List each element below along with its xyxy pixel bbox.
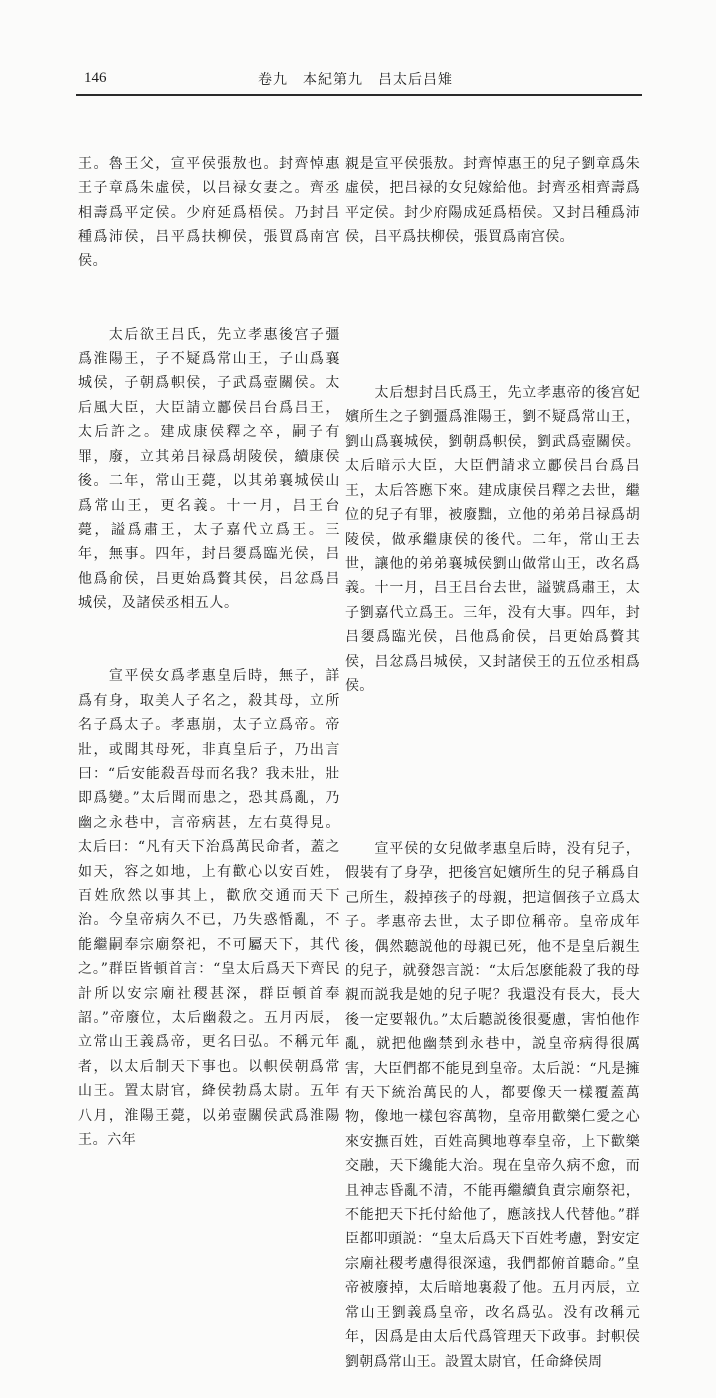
- paragraph-spacer: [345, 298, 640, 332]
- page-header: [0, 0, 716, 96]
- translation-paragraph-1: 親是宣平侯張敖。封齊悼惠王的兒子劉章爲朱虛侯，把吕禄的女兒嫁給他。封齊丞相齊壽爲平定侯。封少府陽成延爲梧侯。又封吕種爲沛侯，吕平爲扶柳侯，張買爲南宫侯。: [345, 155, 640, 246]
- page-number: 146: [84, 70, 107, 86]
- paragraph-spacer: [345, 747, 640, 788]
- running-title: 卷九 本紀第九 吕太后吕雉: [258, 72, 453, 88]
- classical-paragraph-1: 王。魯王父，宣平侯張敖也。封齊悼惠王子章爲朱虛侯，以吕禄女妻之。齊丞相壽爲平定侯。少府延爲梧侯。乃封吕種爲沛侯，吕平爲扶柳侯，張買爲南宫侯。: [78, 155, 340, 270]
- translation-text-column: [345, 103, 640, 1398]
- translation-paragraph-2: 太后想封吕氏爲王，先立孝惠帝的後宫妃嬪所生之子劉彊爲淮陽王，劉不疑爲常山王，劉山爲襄城侯，劉朝爲軹侯，劉武爲壺關侯。太后暗示大臣，大臣們請求立酈侯吕台爲吕王，太后答應下來。建成康侯吕釋之去世，繼位的兒子有罪，被廢黜，立他的弟弟吕禄爲胡陵侯，做承繼康侯的後代。二年，常山王去世，讓他的弟弟襄城侯劉山做常山王，改名爲義。十一月，吕王吕台去世，謚號爲肅王，太子劉嘉代立爲王。三年，没有大事。四年，封吕嬃爲臨光侯，吕他爲俞侯，吕更始爲贅其侯，吕忿爲吕城侯，又封諸侯王的五位丞相爲侯。: [345, 385, 640, 694]
- translation-paragraph-3: 宣平侯的女兒做孝惠皇后時，没有兒子，假裝有了身孕，把後宫妃嬪所生的兒子稱爲自己所生，殺掉孩子的母親，把這個孩子立爲太子。孝惠帝去世，太子即位稱帝。皇帝成年後，偶然聽説他的母親已死，他不是皇后親生的兒子，就發怨言説：“太后怎麽能殺了我的母親而説我是她的兒子呢？我還没有長大，長大後一定要報仇。”太后聽説後很憂慮，害怕他作亂，就把他幽禁到永巷中，説皇帝病得很厲害，大臣們都不能見到皇帝。太后説：“凡是擁有天下統治萬民的人，都要像天一樣覆蓋萬物，像地一樣包容萬物，皇帝用歡樂仁愛之心來安撫百姓，百姓高興地尊奉皇帝，上下歡樂交融，天下纔能大治。現在皇帝久病不愈，而且神志昏亂不清，不能再繼續負責宗廟祭祀，不能把天下托付給他了，應該找人代替他。”群臣都叩頭説：“皇太后爲天下百姓考慮，對安定宗廟社稷考慮得很深遠，我們都俯首聽命。”皇帝被廢掉，太后暗地裏殺了他。五月丙辰，立常山王劉義爲皇帝，改名爲弘。没有改稱元年，因爲是由太后代爲管理天下政事。封軹侯劉朝爲常山王。設置太尉官，任命絳侯周: [345, 840, 640, 1370]
- classical-paragraph-3: 宣平侯女爲孝惠皇后時，無子，詳爲有身，取美人子名之，殺其母，立所名子爲太子。孝惠崩，太子立爲帝。帝壯，或聞其母死，非真皇后子，乃出言曰：“后安能殺吾母而名我？我未壯，壯即爲變。”太后聞而患之，恐其爲亂，乃幽之永巷中，言帝病甚，左右莫得見。太后曰：“凡有天下治爲萬民命者，蓋之如天，容之如地，上有歡心以安百姓，百姓欣然以事其上，歡欣交通而天下治。今皇帝病久不已，乃失惑惛亂，不能繼嗣奉宗廟祭祀，不可屬天下，其代之。”群臣皆頓首言：“皇太后爲天下齊民計所以安宗廟社稷甚深，群臣頓首奉詔。”帝廢位，太后幽殺之。五月丙辰，立常山王義爲帝，更名曰弘。不稱元年者，以太后制天下事也。以軹侯朝爲常山王。置太尉官，絳侯勃爲太尉。五年八月，淮陽王薨，以弟壺關侯武爲淮陽王。六年: [78, 668, 340, 1149]
- header-rule: [76, 94, 642, 96]
- classical-text-column: [78, 103, 340, 1177]
- classical-paragraph-2: 太后欲王吕氏，先立孝惠後宫子彊爲淮陽王，子不疑爲常山王，子山爲襄城侯，子朝爲軹侯，子武爲壺關侯。太后風大臣，大臣請立酈侯吕台爲吕王，太后許之。建成康侯釋之卒，嗣子有罪，廢，立其弟吕禄爲胡陵侯，續康侯後。二年，常山王薨，以其弟襄城侯山爲常山王，更名義。十一月，吕王台薨，謚爲肅王，太子嘉代立爲王。三年，無事。四年，封吕嬃爲臨光侯，吕他爲俞侯，吕更始爲贅其侯，吕忿爲吕城侯，及諸侯丞相五人。: [78, 326, 340, 612]
